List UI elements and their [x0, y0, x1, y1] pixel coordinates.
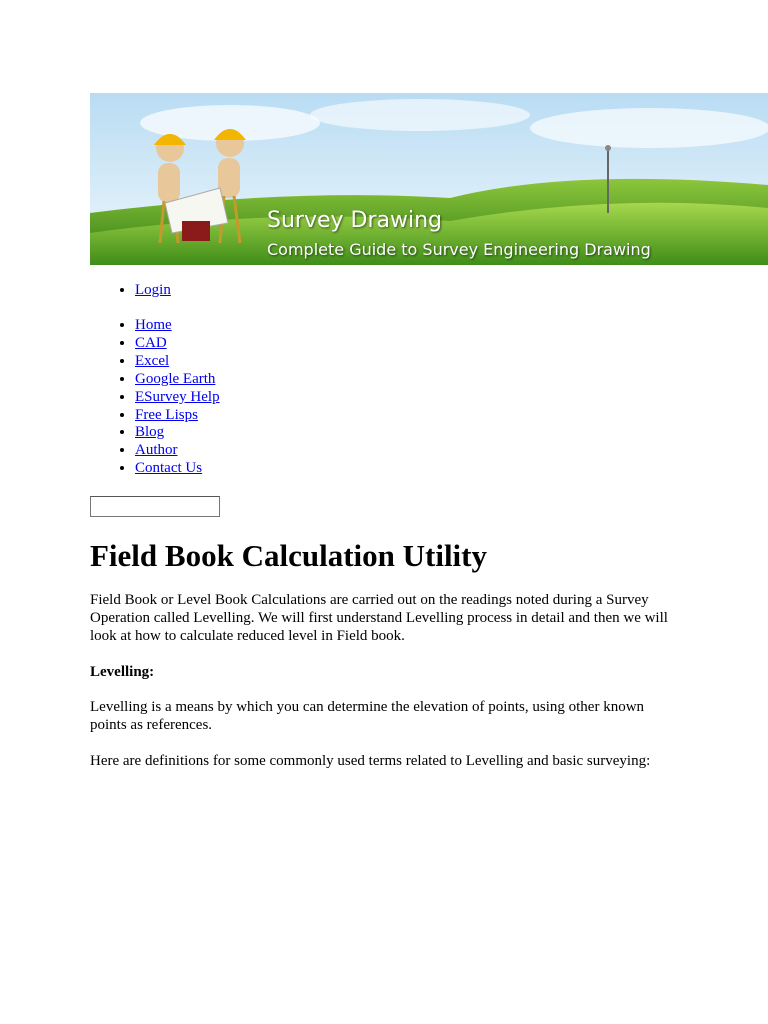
excel-link[interactable]: Excel — [135, 352, 170, 369]
cad-link[interactable]: CAD — [135, 334, 167, 351]
search-input[interactable] — [90, 496, 220, 517]
contact-us-link[interactable]: Contact Us — [135, 460, 203, 477]
definition-paragraph: Levelling is a means by which you can determine the elevation of points, using other known points as references. — [90, 699, 645, 733]
author-link[interactable]: Author — [135, 442, 178, 459]
menu-item-google-earth — [135, 371, 220, 389]
section-heading: Levelling: — [90, 664, 155, 680]
menu-item-author — [135, 442, 220, 460]
login-link[interactable]: Login — [135, 282, 171, 298]
menu-item-blog — [135, 424, 220, 442]
banner-subtitle: Complete Guide to Survey Engineering Drawing — [267, 240, 651, 259]
intro-paragraph: Field Book or Level Book Calculations are carried out on the readings noted during a Survey Operation called Levelling. We will first understand Levelling process in detail and then we will look at how to calculate reduced level in Field book. — [90, 592, 668, 644]
menu-item-excel — [135, 353, 220, 371]
terms-intro-paragraph: Here are definitions for some commonly used terms related to Levelling and basic surveying: — [90, 753, 651, 769]
menu-item-login — [135, 282, 171, 300]
site-banner[interactable] — [90, 93, 768, 265]
menu-item-esurvey-help — [135, 389, 220, 407]
menu-item-contact-us — [135, 460, 220, 478]
home-link[interactable]: Home — [135, 317, 172, 333]
login-menu — [90, 282, 171, 300]
esurvey-help-link[interactable]: ESurvey Help — [135, 388, 220, 405]
banner-title: Survey Drawing — [267, 208, 443, 233]
main-menu — [90, 317, 220, 478]
blog-link[interactable]: Blog — [135, 424, 165, 441]
menu-item-cad — [135, 335, 220, 353]
page-title: Field Book Calculation Utility — [90, 538, 487, 573]
menu-item-home — [135, 317, 220, 335]
menu-item-free-lisps — [135, 407, 220, 425]
google-earth-link[interactable]: Google Earth — [135, 370, 216, 387]
free-lisps-link[interactable]: Free Lisps — [135, 406, 198, 423]
